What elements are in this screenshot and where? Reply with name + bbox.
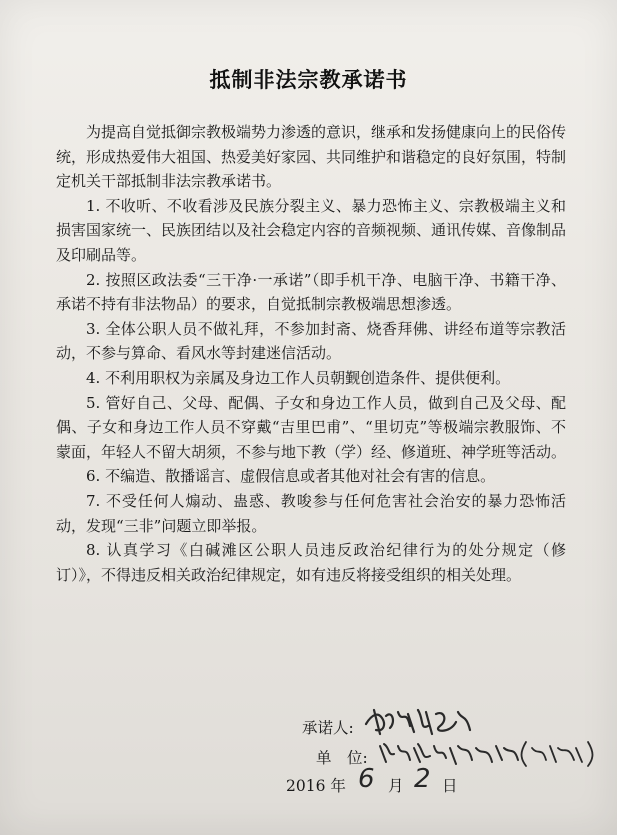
date-month-label: 月 [388, 777, 404, 795]
commitment-item-3: 3. 全体公职人员不做礼拜，不参加封斋、烧香拜佛、讲经布道等宗教活动，不参与算命、看风水等封建迷信活动。 [56, 319, 566, 363]
commitment-item-8: 8. 认真学习《白碱滩区公职人员违反政治纪律行为的处分规定（修订）》，不得违反相关政治纪律规定，如有违反将接受组织的相关处理。 [56, 541, 566, 584]
commitment-item-2: 2. 按照区政法委“三干净·一承诺”（即手机干净、电脑干净、书籍干净、承诺不持有非法物品）的要求，自觉抵制宗教极端思想渗透。 [56, 270, 566, 314]
unit-handwritten-signature [376, 738, 596, 768]
unit-label: 单 位: [316, 749, 368, 767]
commitment-item-6: 6. 不编造、散播谣言、虚假信息或者其他对社会有害的信息。 [86, 467, 496, 486]
commitment-item-1: 1. 不收听、不收看涉及民族分裂主义、暴力恐怖主义、宗教极端主义和损害国家统一、民族团结以及社会稳定内容的音频视频、通讯传媒、音像制品及印刷品等。 [56, 196, 567, 264]
commitment-item-5: 5. 管好自己、父母、配偶、子女和身边工作人员，做到自己及父母、配偶、子女和身边工作人员不穿戴“吉里巴甫”、“里切克”等极端宗教服饰、不蒙面，年轻人不留大胡须，不参与地下教（学）经、修道班、神学班等活动。 [56, 393, 567, 461]
promiser-handwritten-signature [362, 704, 474, 738]
date-year: 2016 年 [286, 777, 346, 795]
commitment-item-4: 4. 不利用职权为亲属及身边工作人员朝觐创造条件、提供便利。 [86, 368, 511, 387]
commitment-item-7: 7. 不受任何人煽动、蛊惑、教唆参与任何危害社会治安的暴力恐怖活动，发现“三非”问题立即举报。 [56, 491, 566, 535]
document-body [56, 120, 566, 587]
date-day-label: 日 [442, 777, 458, 795]
document-title: 抵制非法宗教承诺书 [209, 68, 408, 92]
intro-paragraph: 为提高自觉抵御宗教极端势力渗透的意识，继承和发扬健康向上的民俗传统，形成热爱伟大祖国、热爱美好家园、共同维护和谐稳定的良好氛围，特制定机关干部抵制非法宗教承诺书。 [56, 123, 567, 191]
promiser-label: 承诺人: [302, 719, 354, 737]
date-month-handwritten: 6 [358, 764, 375, 794]
date-day-handwritten: 2 [414, 764, 431, 794]
